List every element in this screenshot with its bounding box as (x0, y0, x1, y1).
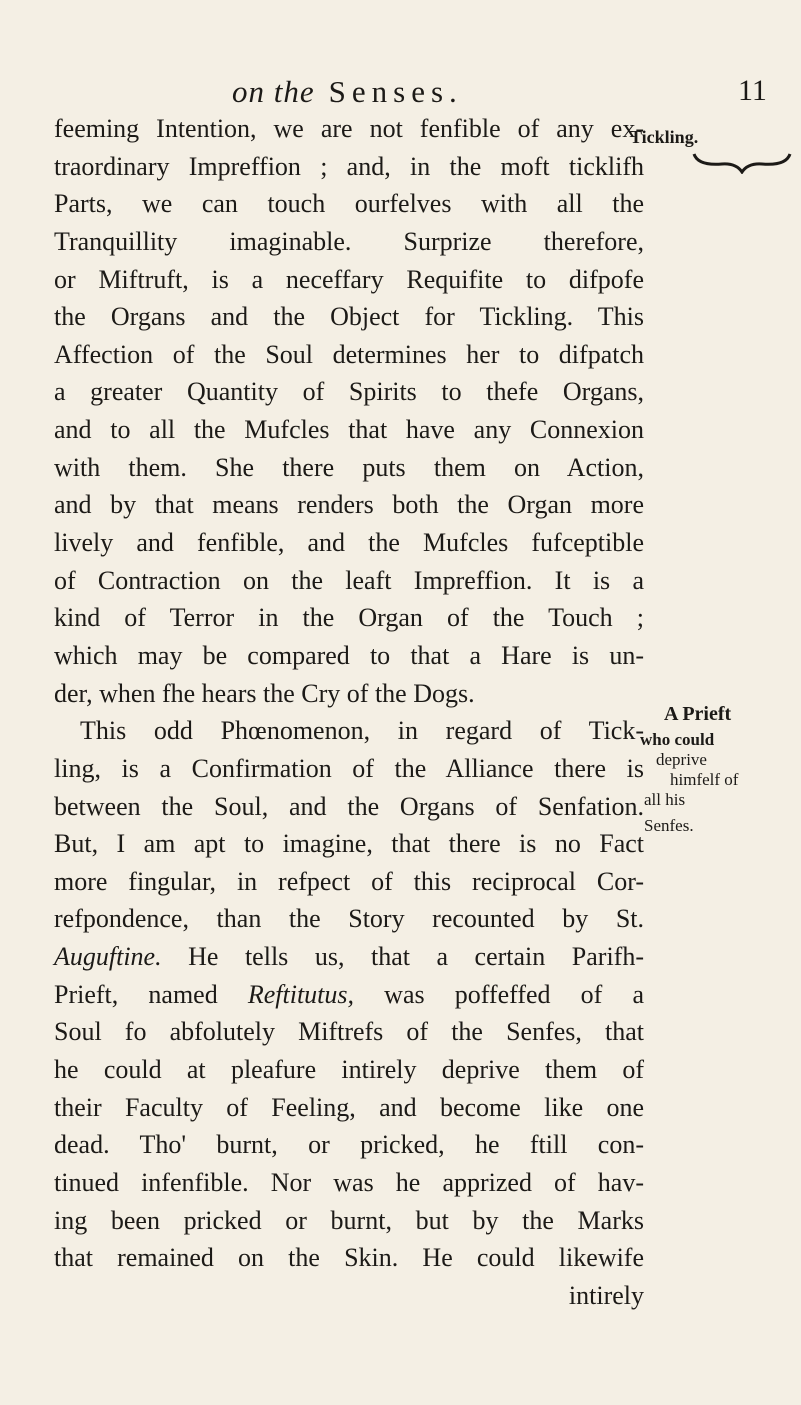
body-line: more fingular, in refpect of this reciprocal Cor- (54, 866, 644, 896)
body-line: traordinary Impreffion ; and, in the moft ticklifh (54, 151, 644, 181)
margin-brace-icon (692, 150, 792, 174)
body-line: that remained on the Skin. He could likewife (54, 1243, 644, 1273)
body-line: Tranquillity imaginable. Surprize therefore, (54, 226, 644, 256)
margin-note-line: who could (640, 730, 715, 749)
body-line: a greater Quantity of Spirits to thefe Organs, (54, 377, 644, 407)
running-head-on-the: on the (232, 74, 315, 109)
body-line: ling, is a Confirmation of the Alliance there is (54, 753, 644, 783)
body-line: der, when fhe hears the Cry of the Dogs. (54, 678, 475, 708)
body-line: Prieft, named Reftitutus, was poffeffed of a (54, 979, 644, 1009)
body-line: which may be compared to that a Hare is un- (54, 640, 644, 670)
body-line: refpondence, than the Story recounted by St. (54, 904, 644, 934)
body-line: and by that means renders both the Organ more (54, 490, 644, 520)
body-line: between the Soul, and the Organs of Senfation. (54, 791, 644, 821)
body-line: their Faculty of Feeling, and become like one (54, 1092, 644, 1122)
italic-name: Auguftine. (54, 942, 162, 972)
catchword: intirely (568, 1280, 644, 1310)
body-line: Affection of the Soul determines her to difpatch (54, 339, 644, 369)
body-line: ing been pricked or burnt, but by the Marks (54, 1205, 644, 1235)
running-head-senses: Senses. (328, 74, 463, 109)
body-line: Auguftine. He tells us, that a certain Parifh- (54, 942, 644, 972)
margin-note-tickling: Tickling. (630, 127, 699, 147)
body-line: Soul fo abfolutely Miftrefs of the Senfes, that (54, 1017, 644, 1047)
body-line: and to all the Mufcles that have any Connexion (54, 415, 644, 445)
body-line: with them. She there puts them on Action, (54, 452, 644, 482)
body-line: or Miftruft, is a neceffary Requifite to difpofe (54, 264, 644, 294)
margin-note-line: deprive (656, 750, 707, 769)
body-line: But, I am apt to imagine, that there is no Fact (54, 829, 644, 859)
body-line: dead. Tho' burnt, or pricked, he ftill con- (54, 1130, 644, 1160)
body-line: lively and fenfible, and the Mufcles fufceptible (54, 528, 644, 558)
body-line: Parts, we can touch ourfelves with all the (54, 189, 644, 219)
italic-name: Reftitutus, (247, 979, 355, 1009)
body-text (54, 110, 644, 1315)
body-line: the Organs and the Object for Tickling. This (54, 302, 644, 332)
body-line: tinued infenfible. Nor was he apprized of hav- (54, 1167, 644, 1197)
margin-note-line: Senfes. (644, 816, 694, 835)
body-line: of Contraction on the leaft Impreffion. It is a (54, 565, 644, 595)
margin-note-line: himfelf of (670, 770, 739, 789)
body-line: kind of Terror in the Organ of the Touch ; (54, 603, 644, 633)
body-line: he could at pleafure intirely deprive them of (54, 1055, 644, 1085)
body-line: feeming Intention, we are not fenfible of any ex- (54, 114, 644, 143)
running-head (232, 74, 463, 110)
margin-note-line: A Prieft (664, 703, 732, 725)
body-line: This odd Phœnomenon, in regard of Tick- (80, 716, 644, 746)
margin-note-line: all his (644, 790, 686, 809)
margin-note-priest (640, 702, 800, 836)
page-number: 11 (738, 74, 767, 107)
